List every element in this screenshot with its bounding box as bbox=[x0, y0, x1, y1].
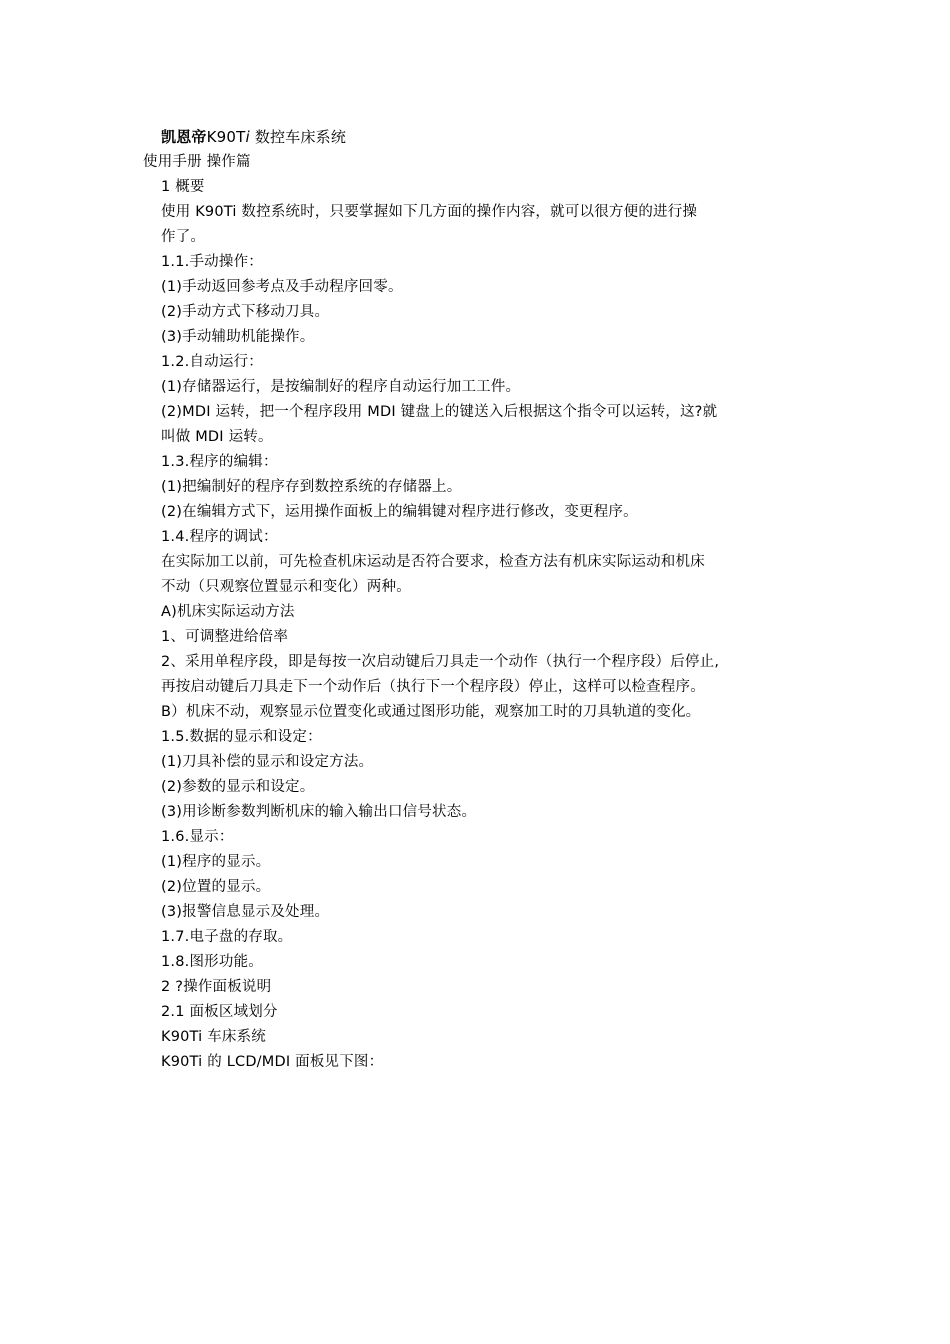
subsection-heading: 1.7.电子盘的存取。 bbox=[161, 929, 293, 945]
list-item: (2)在编辑方式下，运用操作面板上的编辑键对程序进行修改，变更程序。 bbox=[161, 504, 638, 520]
list-item: (1)手动返回参考点及手动程序回零。 bbox=[161, 279, 403, 295]
list-item-continuation: 再按启动键后刀具走下一个动作后（执行下一个程序段）停止，这样可以检查程序。 bbox=[161, 679, 705, 695]
document-title bbox=[161, 127, 346, 147]
title-brand: 凯恩帝 bbox=[161, 128, 207, 146]
subsection-heading: 1.2.自动运行： bbox=[161, 354, 263, 370]
subsection-heading: 1.6.显示： bbox=[161, 829, 234, 845]
paragraph-line: K90Ti 的 LCD/MDI 面板见下图： bbox=[161, 1054, 384, 1070]
section-heading: 1 概要 bbox=[161, 179, 205, 195]
list-item: (3)手动辅助机能操作。 bbox=[161, 329, 315, 345]
list-item: (2)手动方式下移动刀具。 bbox=[161, 304, 330, 320]
list-item: 1、可调整进给倍率 bbox=[161, 629, 289, 645]
list-item: (1)程序的显示。 bbox=[161, 854, 271, 870]
subsection-heading: 1.5.数据的显示和设定： bbox=[161, 729, 322, 745]
list-item: (1)把编制好的程序存到数控系统的存储器上。 bbox=[161, 479, 462, 495]
subsection-heading: 1.8.图形功能。 bbox=[161, 954, 263, 970]
list-item: (2)位置的显示。 bbox=[161, 879, 271, 895]
title-model-prefix: K90T bbox=[206, 128, 246, 146]
paragraph-line: 作了。 bbox=[161, 229, 206, 245]
title-rest: 数控车床系统 bbox=[249, 128, 347, 146]
list-item: (2)参数的显示和设定。 bbox=[161, 779, 315, 795]
list-item: (1)刀具补偿的显示和设定方法。 bbox=[161, 754, 374, 770]
method-heading: B）机床不动，观察显示位置变化或通过图形功能，观察加工时的刀具轨道的变化。 bbox=[161, 704, 701, 720]
title-model-suffix: i bbox=[245, 128, 250, 146]
list-item: (1)存储器运行，是按编制好的程序自动运行加工工件。 bbox=[161, 379, 521, 395]
paragraph-line: 不动（只观察位置显示和变化）两种。 bbox=[161, 579, 411, 595]
subsection-heading: 2.1 面板区域划分 bbox=[161, 1004, 278, 1020]
paragraph-line: 在实际加工以前，可先检查机床运动是否符合要求，检查方法有机床实际运动和机床 bbox=[161, 554, 705, 570]
section-heading: 2 ?操作面板说明 bbox=[161, 979, 272, 995]
list-item: (3)报警信息显示及处理。 bbox=[161, 904, 330, 920]
list-item: (3)用诊断参数判断机床的输入输出口信号状态。 bbox=[161, 804, 477, 820]
subsection-heading: 1.3.程序的编辑： bbox=[161, 454, 278, 470]
system-name: K90Ti 车床系统 bbox=[161, 1029, 267, 1045]
manual-subtitle: 使用手册 操作篇 bbox=[143, 154, 251, 170]
method-heading: A)机床实际运动方法 bbox=[161, 604, 295, 620]
subsection-heading: 1.1.手动操作： bbox=[161, 254, 263, 270]
list-item: (2)MDI 运转，把一个程序段用 MDI 键盘上的键送入后根据这个指令可以运转，这?就 bbox=[161, 404, 718, 420]
list-item: 2、采用单程序段，即是每按一次启动键后刀具走一个动作（执行一个程序段）后停止, bbox=[161, 654, 720, 670]
paragraph-line: 使用 K90Ti 数控系统时，只要掌握如下几方面的操作内容，就可以很方便的进行操 bbox=[161, 204, 698, 220]
list-item-continuation: 叫做 MDI 运转。 bbox=[161, 429, 273, 445]
subsection-heading: 1.4.程序的调试： bbox=[161, 529, 278, 545]
